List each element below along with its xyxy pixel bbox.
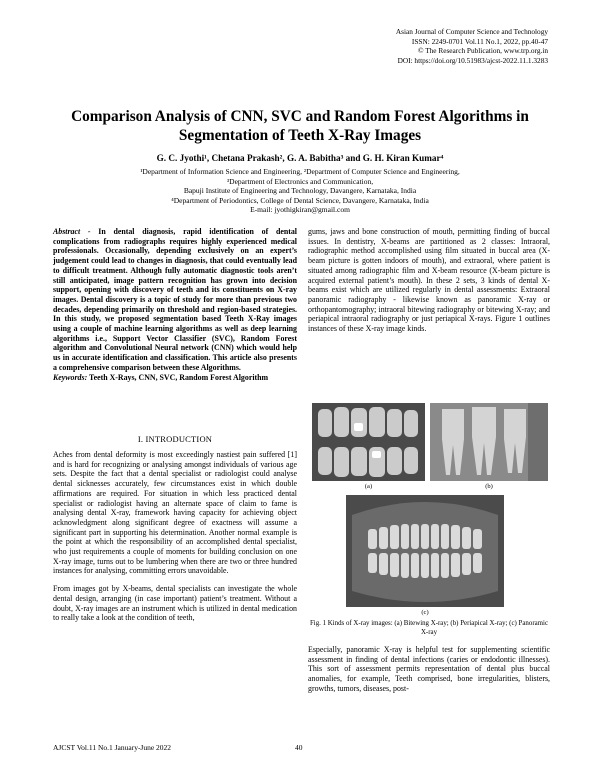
figure-label-a: (a) <box>364 483 373 490</box>
right-column-continued <box>308 645 550 702</box>
figure-periapical-xray <box>430 403 548 481</box>
section-heading: I. INTRODUCTION <box>137 434 213 444</box>
page-number: 40 <box>295 743 303 752</box>
affiliations <box>40 167 560 215</box>
paragraph: Especially, panoramic X-ray is helpful test for supplementing scientific assessment in finding of dental infections (caries or endodontic illnesses). This sort of assessment permits representation of dental plus buccal anomalies, for example, Teeth comprised, bone irregularities, blisters, growths, tumors, diseases, post- <box>308 645 550 693</box>
introduction-text <box>53 450 297 631</box>
affiliation-line: Bapuji Institute of Engineering and Technology, Davangere, Karnataka, India <box>183 186 417 196</box>
right-column-text <box>308 227 550 342</box>
paragraph: gums, jaws and bone construction of mouth, permitting finding of buccal issues. In dentistry, X-beams are partitioned as 2 classes: Intraoral, radiographic method accomplished using film situated in buccal area (X-beam picture is gotten indoors of mouth), and extraoral, where patient is situated among radiographic film and X-beam resource (X-beam picture is acquired external patient’s mouth). In these 2 sets, 3 kinds of dental X-beams exist which are utilized regularly in dental assessments: Extraoral panoramic radiography - likewise known as panoramic X-ray or orthopantomography; intraoral bitewing radiography or bitewing X-ray; and periapical intraoral radiography or just periapical X-rays. Figure 1 outlines instances of these X-ray image kinds. <box>308 227 550 334</box>
journal-header <box>268 27 548 65</box>
journal-name: Asian Journal of Computer Science and Technology <box>395 27 548 36</box>
footer-issue: AJCST Vol.11 No.1 January-June 2022 <box>53 743 172 752</box>
journal-issn: ISSN: 2249-0701 Vol.11 No.1, 2022, pp.40-47 <box>411 36 548 46</box>
figure-label-c: (c) <box>421 609 429 616</box>
periapical-image <box>430 403 548 481</box>
paper-title: Comparison Analysis of CNN, SVC and Random Forest Algorithms in Segmentation of Teeth X-Ray Images <box>71 108 529 144</box>
abstract-block <box>53 227 297 382</box>
panoramic-image <box>346 495 504 607</box>
abstract-text: In dental diagnosis, rapid identification of dental complications from radiographs requires highly experienced medical professionals. Occasionally, depending exclusively on an expert’s judgement could lead to changes in diagnosis, that could eventually lead to difficult treatment. Although fully automatic diagnostic tools aren’t still anticipated, image pattern recognition has grown into decision support, opening with discovery of teeth and its constituents on X-ray images. Dental discovery is a topic of study for more than previous two decades, depending primarily on threshold and region-based strategies. In this study, we proposed segmentation based Teeth X-Ray images using a couple of machine learning algorithms as well as deep learning algorithms i.e., Support Vector Classifier (SVC), Random Forest algorithm and Convolutional Neural network (CNN) which would help us in accurate identification and classification. This article also presents a comprehensive comparison between these Algorithms. <box>53 227 297 372</box>
figure-caption: Fig. 1 Kinds of X-ray images: (a) Bitewing X-ray; (b) Periapical X-ray; (c) Panoramic X-ray <box>309 620 549 636</box>
figure-panoramic-xray <box>346 495 504 607</box>
paragraph: Aches from dental deformity is most exceedingly nastiest pain suffered [1] and is hard for recognizing or analysing amongst individuals of various age sets. Despite the fact that a dental specialist or radiologist could analyse dental sicknesses accurately, few circumstances exist in which double affirmations are required. For situation in which less practiced dental specialist or radiologist having an alternate space of claim to fame is analysing dental X-ray, framework having capacity for achieving object acknowledgment along significant degree of exactness will assume a significant part in supporting his determination. Another normal example is the point at which the responsibility of an accomplished dental specialist, who just requirements a couple of moments for building conclusion on one X-ray image, turns out to be lumbering when there are two or three hundred instances for analysing, committing errors unavoidable. <box>53 450 297 576</box>
abstract-label: Abstract - <box>53 227 91 236</box>
affiliation-line: ³Department of Electronics and Communication, <box>226 176 374 186</box>
keywords-label: Keywords: <box>53 372 88 382</box>
figure-bitewing-xray <box>312 403 425 481</box>
keywords-text: Teeth X-Rays, CNN, SVC, Random Forest Algorithm <box>87 372 269 382</box>
affiliation-line: ¹Department of Information Science and Engineering, ²Department of Computer Science and Engineering, <box>140 167 460 176</box>
journal-publisher: © The Research Publication, www.trp.org.in <box>417 46 548 55</box>
figure-label-b: (b) <box>485 483 493 490</box>
author-list: G. C. Jyothi¹, Chetana Prakash², G. A. Babitha³ and G. H. Kiran Kumar⁴ <box>156 153 444 163</box>
journal-doi[interactable]: DOI: https://doi.org/10.51983/ajcst-2022.11.1.3283 <box>397 55 548 65</box>
paragraph: From images got by X-beams, dental specialists can investigate the whole dental design, arranging (in case important) patient’s treatment. Without a doubt, X-ray images are an instrument which is utilized in dental medication to really take a look at the condition of teeth, <box>53 584 297 623</box>
bitewing-image <box>312 403 425 481</box>
abstract <box>53 227 297 373</box>
keywords <box>53 373 297 383</box>
affiliation-line: ⁴Department of Periodontics, College of Dental Science, Davangere, Karnataka, India <box>171 195 429 205</box>
author-email[interactable]: E-mail: jyothigkiran@gmail.com <box>250 205 350 215</box>
